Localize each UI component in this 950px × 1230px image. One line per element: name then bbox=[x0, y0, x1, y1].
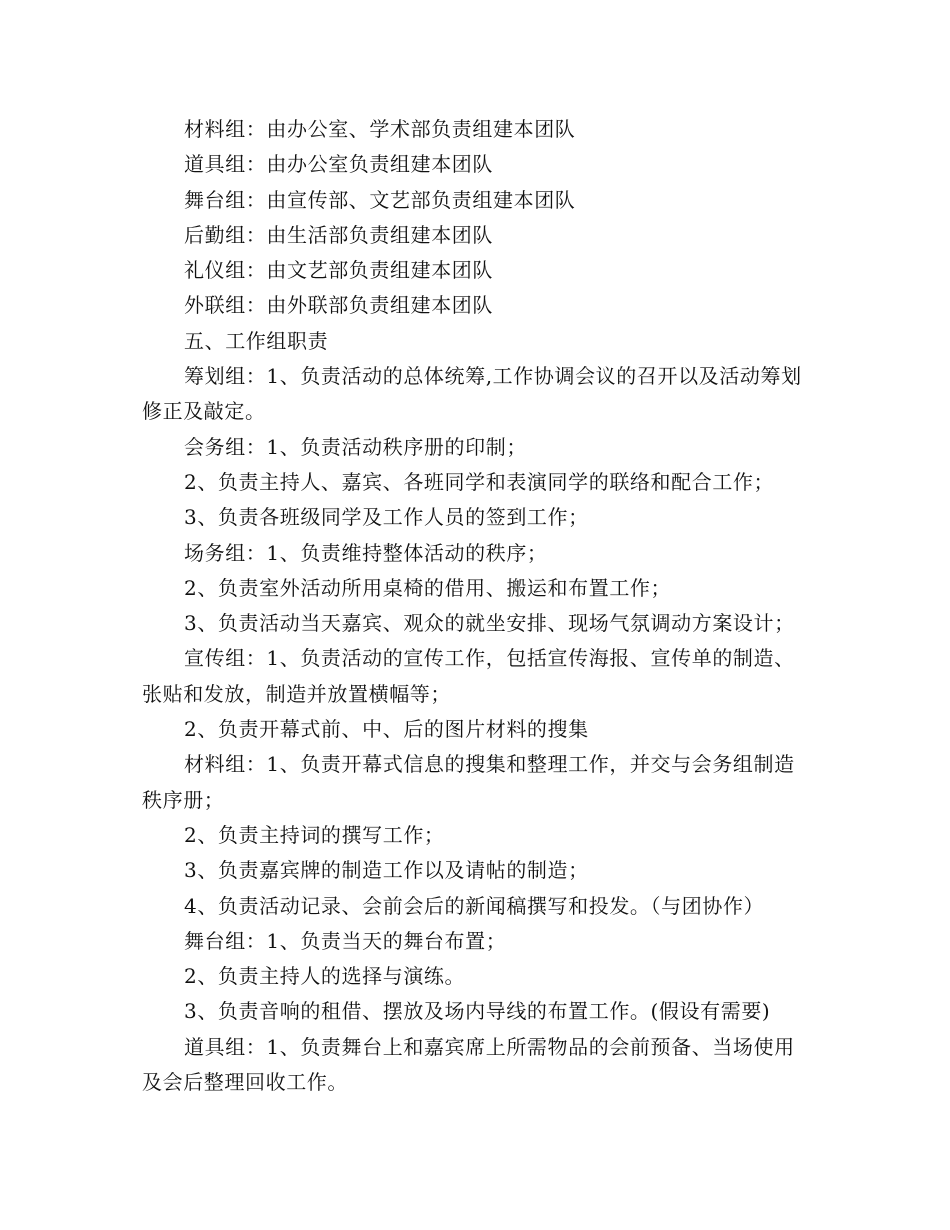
paragraph-publicity-group-duty-1: 宣传组：1、负责活动的宣传工作，包括宣传海报、宣传单的制造、张贴和发放，制造并放置横幅等； bbox=[142, 646, 795, 706]
paragraph-material-group-duty-4: 4、负责活动记录、会前会后的新闻稿撰写和投发。（与团协作） bbox=[184, 893, 765, 918]
paragraph-planning-group-duty: 筹划组：1、负责活动的总体统筹,工作协调会议的召开以及活动筹划修正及敲定。 bbox=[142, 364, 802, 424]
paragraph-publicity-group-duty-2: 2、负责开幕式前、中、后的图片材料的搜集 bbox=[184, 717, 589, 742]
paragraph-etiquette-group-team: 礼仪组：由文艺部负责组建本团队 bbox=[184, 258, 493, 283]
paragraph-venue-group-duty-2: 2、负责室外活动所用桌椅的借用、搬运和布置工作； bbox=[184, 575, 672, 600]
paragraph-liaison-group-team: 外联组：由外联部负责组建本团队 bbox=[184, 293, 493, 318]
paragraph-stage-group-duty-2: 2、负责主持人的选择与演练。 bbox=[184, 964, 466, 989]
paragraph-logistics-group-team: 后勤组：由生活部负责组建本团队 bbox=[184, 222, 493, 247]
paragraph-material-group-duty-2: 2、负责主持词的撰写工作； bbox=[184, 822, 445, 847]
paragraph-props-group-team: 道具组：由办公室负责组建本团队 bbox=[184, 152, 493, 177]
paragraph-material-group-duty-1: 材料组：1、负责开幕式信息的搜集和整理工作，并交与会务组制造秩序册； bbox=[142, 752, 795, 812]
paragraph-venue-group-duty-3: 3、负责活动当天嘉宾、观众的就坐安排、现场气氛调动方案设计； bbox=[184, 611, 795, 636]
paragraph-affairs-group-duty-1: 会务组：1、负责活动秩序册的印制； bbox=[184, 434, 527, 459]
document-body bbox=[142, 112, 810, 1100]
paragraph-props-group-duty-1: 道具组：1、负责舞台上和嘉宾席上所需物品的会前预备、当场使用及会后整理回收工作。 bbox=[142, 1034, 795, 1095]
paragraph-material-group-duty-3: 3、负责嘉宾牌的制造工作以及请帖的制造； bbox=[184, 858, 589, 883]
section-heading-duties: 五、工作组职责 bbox=[184, 328, 329, 353]
paragraph-stage-group-duty-3: 3、负责音响的租借、摆放及场内导线的布置工作。(假设有需要) bbox=[184, 999, 771, 1024]
paragraph-material-group-team: 材料组：由办公室、学术部负责组建本团队 bbox=[184, 117, 576, 141]
paragraph-venue-group-duty-1: 场务组：1、负责维持整体活动的秩序； bbox=[184, 540, 548, 565]
paragraph-stage-group-duty-1: 舞台组：1、负责当天的舞台布置； bbox=[184, 928, 507, 953]
paragraph-stage-group-team: 舞台组：由宣传部、文艺部负责组建本团队 bbox=[184, 187, 576, 212]
paragraph-affairs-group-duty-2: 2、负责主持人、嘉宾、各班同学和表演同学的联络和配合工作； bbox=[184, 469, 775, 494]
paragraph-affairs-group-duty-3: 3、负责各班级同学及工作人员的签到工作； bbox=[184, 505, 589, 530]
